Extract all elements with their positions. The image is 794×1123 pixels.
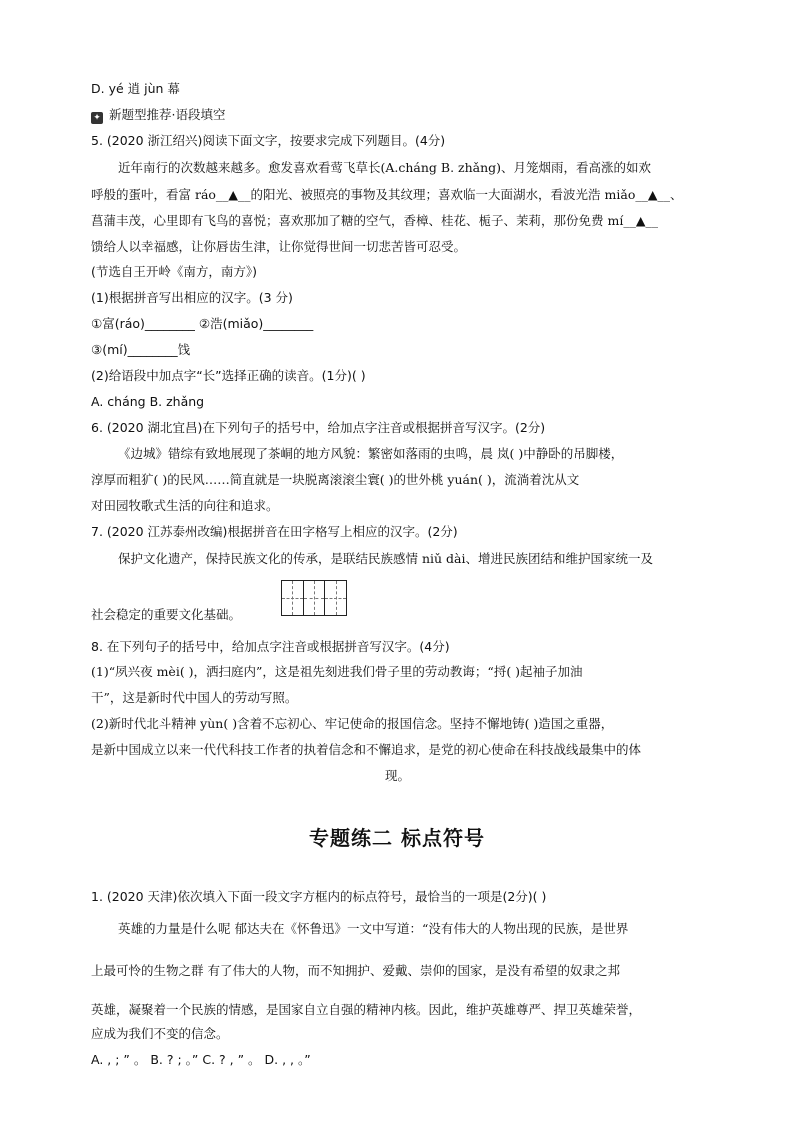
q5-sub1: (1)根据拼音写出相应的汉字。(3 分) bbox=[91, 290, 293, 305]
q6-paragraph-line: 《边城》错综有致地展现了茶峒的地方风貌：繁密如落雨的虫鸣，晨 岚( )中静卧的吊脚楼， bbox=[118, 446, 624, 461]
tianzige-grid[interactable] bbox=[281, 580, 347, 616]
s2-q1-paragraph-line: 英雄，凝聚着一个民族的情感，是国家自立自强的精神内核。因此，维护英雄尊严、捍卫英雄荣誉， bbox=[91, 1002, 642, 1017]
q8-paragraph-line: 现。 bbox=[385, 768, 411, 783]
q5-paragraph-line: 馈给人以幸福感，让你唇齿生津，让你觉得世间一切悲苦皆可忍受。 bbox=[91, 239, 467, 254]
tianzige-cell[interactable] bbox=[304, 581, 326, 615]
q6-paragraph-line: 对田园牧歌式生活的向往和追求。 bbox=[91, 498, 279, 513]
q5-title: 5. (2020 浙江绍兴)阅读下面文字，按要求完成下列题目。(4分) bbox=[91, 133, 446, 148]
q5-paragraph-line: 近年南行的次数越来越多。愈发喜欢看莺飞草长(A.cháng B. zhǎng)、月笼烟雨，看高涨的如欢 bbox=[118, 160, 652, 175]
tianzige-cell[interactable] bbox=[282, 581, 304, 615]
s2-q1-paragraph-line: 应成为我们不变的信念。 bbox=[91, 1026, 229, 1041]
new-type-label: 新题型推荐·语段填空 bbox=[109, 107, 226, 122]
q8-paragraph-line: 干”，这是新时代中国人的劳动写照。 bbox=[91, 690, 298, 705]
q5-blanks-1-2[interactable]: ①富(ráo)________ ②浩(miǎo)________ bbox=[91, 316, 314, 331]
q6-paragraph-line: 淳厚而粗犷( )的民风……简直就是一块脱离滚滚尘寰( )的世外桃 yuán( )，流淌着沈从文 bbox=[91, 472, 580, 487]
option-d: D. yé 逍 jùn 幕 bbox=[91, 81, 180, 96]
s2-q1-options[interactable]: A. , ; ” 。 B. ? ; 。” C. ? , ” 。 D. , , 。” bbox=[91, 1052, 311, 1067]
q7-paragraph-line: 社会稳定的重要文化基础。 bbox=[91, 607, 242, 622]
q5-blank-3[interactable]: ③(mí)________饯 bbox=[91, 342, 191, 357]
q5-options[interactable]: A. cháng B. zhǎng bbox=[91, 394, 205, 409]
q8-paragraph-line: 是新中国成立以来一代代科技工作者的执着信念和不懈追求，是党的初心使命在科技战线最集中的体 bbox=[91, 742, 642, 757]
new-type-banner bbox=[91, 106, 225, 124]
q7-title: 7. (2020 江苏泰州改编)根据拼音在田字格写上相应的汉字。(2分) bbox=[91, 524, 458, 539]
s2-q1-paragraph-line: 英雄的力量是什么呢 郁达夫在《怀鲁迅》一文中写道：“没有伟大的人物出现的民族，是世界 bbox=[118, 921, 629, 936]
q8-title: 8. 在下列句子的括号中，给加点字注音或根据拼音写汉字。(4分) bbox=[91, 639, 450, 654]
q5-paragraph-line: 呼般的蛋叶，看富 ráo__▲__的阳光、被照亮的事物及其纹理；喜欢临一大面湖水，看波光浩 miǎo__▲__、 bbox=[91, 187, 683, 202]
q5-paragraph-line: 菖蒲丰茂，心里即有飞鸟的喜悦；喜欢那加了糖的空气，香樟、桂花、栀子、茉莉，那份免费 mí__▲__ bbox=[91, 213, 658, 228]
s2-q1-paragraph-line: 上最可怜的生物之群 有了伟大的人物，而不知拥护、爱戴、崇仰的国家，是没有希望的奴隶之邦 bbox=[91, 963, 620, 978]
q6-title: 6. (2020 湖北宜昌)在下列句子的括号中，给加点字注音或根据拼音写汉字。(2分) bbox=[91, 420, 546, 435]
recommend-icon: ✦ bbox=[91, 112, 103, 124]
section-title: 专题练二 标点符号 bbox=[309, 826, 485, 850]
tianzige-cell[interactable] bbox=[325, 581, 346, 615]
s2-q1-title: 1. (2020 天津)依次填入下面一段文字方框内的标点符号，最恰当的一项是(2分)( ) bbox=[91, 889, 547, 904]
q8-paragraph-line: (2)新时代北斗精神 yùn( )含着不忘初心、牢记使命的报国信念。坚持不懈地铸( )造国之重器， bbox=[91, 716, 614, 731]
q5-sub2: (2)给语段中加点字“长”选择正确的读音。(1分)( ) bbox=[91, 368, 366, 383]
q7-paragraph-line: 保护文化遗产，保持民族文化的传承，是联结民族感情 niǔ dài、增进民族团结和维护国家统一及 bbox=[118, 551, 653, 566]
q8-paragraph-line: (1)“夙兴夜 mèi( )，洒扫庭内”，这是祖先刻进我们骨子里的劳动教诲；“捋( )起袖子加油 bbox=[91, 664, 583, 679]
q5-source: (节选自王开岭《南方，南方》) bbox=[91, 264, 258, 279]
